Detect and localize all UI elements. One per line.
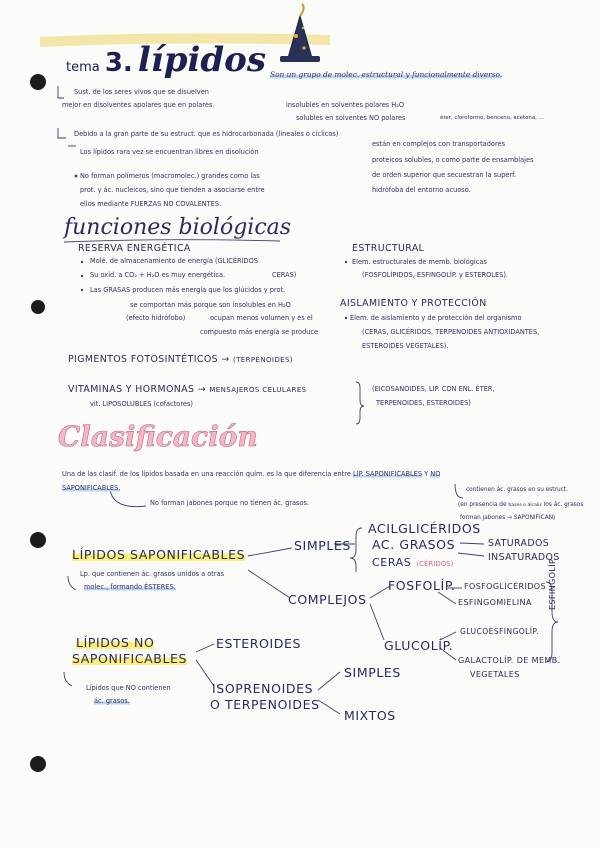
simples2-node: SIMPLES [344, 665, 401, 680]
intro-line: de orden superior que secuestran la superf. [372, 171, 517, 179]
fosfogliceridos-node: FOSFOGLICÉRIDOS [464, 582, 546, 591]
aislamiento-line: (CERAS, GLICÉRIDOS, TERPENOIDES ANTIOXIDANTES, [362, 328, 540, 336]
estructural-line: Elem. estructurales de memb. biológicas [352, 258, 487, 266]
vitaminas-line: TERPENOIDES, ESTEROIDES) [376, 399, 471, 407]
clasif-sap: LIP. SAPONIFICABLES [352, 470, 423, 478]
intro-line: prot. y ác. nucleicos, sino que tienden a asociarse entre [80, 186, 265, 194]
aislamiento-line: Elem. de aislamiento y de protección del organismo [350, 314, 522, 322]
clasif-line: No forman jabones porque no tienen ác. grasos. [150, 499, 310, 507]
intro-line: No forman polímeros (macromolec.) grandes como las [80, 172, 260, 180]
intro-line: éter, cloroformo, benceno, acetona, ... [440, 115, 544, 121]
pigmentos-heading [68, 354, 293, 365]
clasif-nosap: SAPONIFICABLES. [62, 484, 121, 492]
wizard-hat-icon [280, 4, 320, 62]
intro-line: Los lípidos rara vez se encuentran libres en disolución [80, 148, 259, 156]
vitaminas-heading [68, 384, 306, 395]
clasif-bases: bases o álcalis [508, 503, 542, 508]
intro-line: solubles en solventes NO polares [296, 114, 406, 122]
sap-note: Lp. que contienen ác. grasos unidos a otras [80, 570, 225, 578]
clasif-line: contienen ác. grasos en su estruct. [466, 487, 568, 493]
nosap-note: ác. grasos. [94, 697, 130, 705]
arrow-icon: → [507, 515, 514, 521]
lipidos-no-saponificables: SAPONIFICABLES [72, 651, 188, 666]
clasif-saponifican: SAPONIFICAN) [513, 515, 556, 521]
topic-number: 3. [104, 48, 133, 78]
ceras-node [372, 551, 453, 570]
definition: Son un grupo de molec. estructural y funcionalmente diverso. [270, 70, 503, 79]
intro-line: ellos mediante FUERZAS NO COVALENTES. [80, 200, 222, 208]
reserva-line: Las GRASAS producen más energía que los glúcidos y prot. [90, 286, 286, 294]
page-title: lípidos [137, 40, 267, 80]
lipidos-saponificables: LÍPIDOS SAPONIFICABLES [72, 547, 246, 562]
galactolip-node: GALACTOLÍP. DE MEMB. [458, 656, 561, 665]
tema-label: tema [66, 60, 100, 75]
clasif-acids: los ác. grasos [543, 502, 584, 508]
esfingolip-label: ESFINGOLÍP. [548, 557, 557, 610]
reserva-line: compuesto más energía se produce [200, 328, 319, 336]
intro-line: proteicos solubles, o como parte de ensamblajes [372, 156, 534, 164]
mixtos-node: MIXTOS [344, 708, 396, 723]
reserva-line: se comportan más porque son insolubles en H₂O [130, 301, 291, 309]
pigmentos-label: PIGMENTOS FOTOSINTÉTICOS [68, 354, 218, 365]
aislamiento-line: ESTEROIDES VEGETALES). [362, 342, 449, 350]
isoprenoides-node: ISOPRENOIDES [212, 681, 314, 696]
reserva-line: Su oxid. a CO₂ + H₂O es muy energética. [90, 271, 226, 279]
insaturados-node: INSATURADOS [488, 552, 560, 563]
complejos-node: COMPLEJOS [288, 592, 367, 607]
clasif-line [458, 502, 583, 508]
clasif-text: Una de las clasif. de los lípidos basada en una reacción quím. es la que diferencia entre [62, 470, 351, 478]
reserva-heading: RESERVA ENERGÉTICA [78, 243, 191, 254]
sap-note: molec., formando ÉSTERES. [84, 583, 176, 591]
intro-line: Debido a la gran parte de su estruct. que es hidrocarbonada (lineales o cíclicos) [74, 130, 339, 138]
esfingomielina-node: ESFINGOMIELINA [458, 598, 532, 607]
saturados-node: SATURADOS [488, 538, 550, 549]
aislamiento-heading: AISLAMIENTO Y PROTECCIÓN [340, 298, 487, 309]
clasif-no: NO [430, 470, 441, 478]
galactolip-node: VEGETALES [470, 670, 520, 679]
reserva-line: Molé. de almacenamiento de energía (GLICÉRIDOS [90, 257, 259, 265]
estructural-line: (FOSFOLÍPIDOS, ESFINGOLÍP. y ESTEROLES). [362, 271, 508, 279]
nosap-note: Lípidos que NO contienen [86, 684, 171, 692]
intro-line: hidrófoba del entorno acuoso. [372, 186, 471, 194]
arrow-icon: → [197, 384, 210, 395]
ceridos-label: (CÉRIDOS) [416, 560, 454, 568]
vitaminas-line: (EICOSANOIDES, LIP. CON ENL. ÉTER, [372, 385, 495, 393]
ceras-label: CERAS [372, 556, 412, 569]
fosfolip-node: FOSFOLÍP. [388, 578, 456, 593]
vitaminas-role: MENSAJEROS CELULARES [209, 386, 307, 394]
clasif-line [62, 470, 440, 478]
lipidos-no-saponificables: LÍPIDOS NO [76, 635, 155, 650]
intro-line: insolubles en solventes polares H₂O [286, 101, 405, 109]
glucolip-node: GLUCOLÍP. [384, 638, 454, 653]
simples-node: SIMPLES [294, 538, 351, 553]
clasif-and: Y [424, 470, 429, 478]
header [66, 40, 266, 80]
intro-line: Sust. de los seres vivos que se disuelven [74, 88, 209, 96]
glucoesfingolip-node: GLUCOESFINGOLÍP. [460, 627, 540, 636]
clasif-presence: (en presencia de [458, 502, 507, 508]
arrow-icon: → [221, 354, 233, 365]
vitaminas-line: vit. LIPOSOLUBLES (cofactores) [90, 400, 193, 408]
ac-grasos-node: AC. GRASOS [372, 537, 456, 552]
isoprenoides-node: O TERPENOIDES [210, 697, 320, 712]
acilgliceridos-node: ACILGLICÉRIDOS [368, 521, 481, 536]
pigmentos-type: (TERPENOIDES) [233, 356, 293, 364]
reserva-line: CERAS) [272, 271, 297, 279]
esteroides-node: ESTEROIDES [216, 636, 302, 651]
intro-line: están en complejos con transportadores [372, 140, 505, 148]
section-title-funciones: funciones biológicas [64, 215, 292, 240]
clasif-jabones: forman jabones [460, 515, 506, 521]
reserva-line: (efecto hidrófobo) [126, 314, 186, 322]
section-title-clasificacion: Clasificación [58, 420, 258, 453]
estructural-heading: ESTRUCTURAL [352, 243, 425, 254]
vitaminas-label: VITAMINAS Y HORMONAS [68, 384, 195, 395]
reserva-line: ocupan menos volumen y es el [210, 314, 313, 322]
intro-line: mejor en disolventes apolares que en polares. [62, 101, 215, 109]
